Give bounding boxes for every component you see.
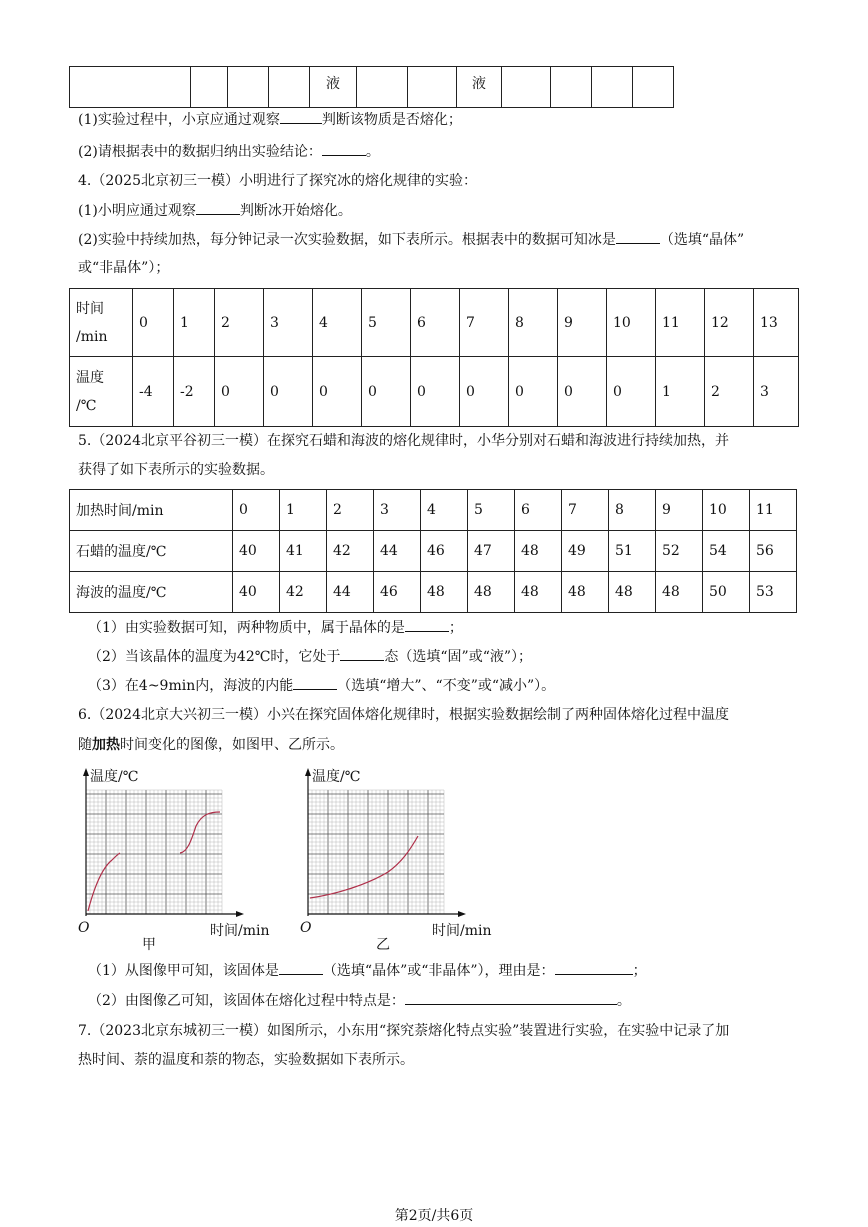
- time-cell: 7: [562, 490, 609, 531]
- time-cell: 1: [280, 490, 327, 531]
- time-cell: 8: [509, 289, 558, 357]
- row-label: 海波的温度/℃: [70, 572, 233, 613]
- q6-sub1-text: （1）从图像甲可知，该固体是: [88, 963, 279, 979]
- hypo-temp-cell: 48: [515, 572, 562, 613]
- time-cell: 5: [362, 289, 411, 357]
- wax-temp-cell: 52: [656, 531, 703, 572]
- ice-melting-table: [69, 288, 799, 427]
- q6-sub1-text-end: ；: [632, 963, 647, 979]
- wax-temp-cell: 54: [703, 531, 750, 572]
- graph-a-caption: 甲: [142, 937, 156, 953]
- hypo-temp-cell: 44: [327, 572, 374, 613]
- temp-cell: 0: [215, 357, 264, 427]
- answer-blank: [405, 619, 449, 632]
- hypo-temp-cell: 48: [468, 572, 515, 613]
- time-cell: 3: [374, 490, 421, 531]
- time-cell: 9: [558, 289, 607, 357]
- wax-temp-cell: 51: [609, 531, 656, 572]
- time-cell: 3: [264, 289, 313, 357]
- q5-sub3-text-end: （选填“增大”、“不变”或“减小”）。: [337, 678, 556, 694]
- time-cell: 0: [233, 490, 280, 531]
- time-cell: 2: [327, 490, 374, 531]
- q6-line2: [78, 736, 344, 754]
- time-cell: 10: [607, 289, 656, 357]
- q6-sub2-text-end: 。: [616, 993, 631, 1009]
- q6-line2-text-end: 时间变化的图像，如图甲、乙所示。: [120, 737, 344, 753]
- answer-blank: [293, 677, 337, 690]
- q5-sub1: [88, 619, 463, 637]
- temp-header-cell: [70, 357, 133, 427]
- q3-sub1-text: (1)实验过程中，小京应通过观察: [78, 112, 280, 128]
- table-row: [70, 357, 799, 427]
- temp-cell: -2: [174, 357, 215, 427]
- top-table-cell: [592, 67, 633, 108]
- page-footer: 第2页/共6页: [394, 1208, 474, 1224]
- graph-b: [298, 768, 468, 926]
- q6-sub1-text-mid: （选填“晶体”或“非晶体”），理由是：: [322, 963, 555, 979]
- hypo-temp-cell: 48: [421, 572, 468, 613]
- top-table-cell: [70, 67, 191, 108]
- graph-b-y-label: 温度/℃: [312, 769, 361, 785]
- top-table-cell: [551, 67, 592, 108]
- q3-sub2: [78, 143, 380, 161]
- wax-temp-cell: 40: [233, 531, 280, 572]
- time-cell: 1: [174, 289, 215, 357]
- answer-blank: [405, 992, 617, 1005]
- row-label: 石蜡的温度/℃: [70, 531, 233, 572]
- top-table-cell: [191, 67, 228, 108]
- temp-unit: /℃: [76, 397, 97, 414]
- temp-cell: 0: [558, 357, 607, 427]
- wax-temp-cell: 46: [421, 531, 468, 572]
- q4-sub2-text-end: （选填“晶体”: [659, 232, 745, 248]
- time-cell: 12: [705, 289, 754, 357]
- hypo-temp-cell: 48: [562, 572, 609, 613]
- graph-a-y-arrow: [83, 768, 89, 776]
- wax-temp-cell: 41: [280, 531, 327, 572]
- graph-a-origin: O: [78, 920, 90, 936]
- q5-line1: 5.（2024北京平谷初三一模）在探究石蜡和海波的熔化规律时，小华分别对石蜡和海波进行持续加热，并: [78, 433, 729, 449]
- time-header-cell: [70, 289, 133, 357]
- q6-sub2-text: （2）由图像乙可知，该固体在熔化过程中特点是：: [88, 993, 405, 1009]
- table-row: [70, 531, 797, 572]
- time-cell: 2: [215, 289, 264, 357]
- q7-line1: 7.（2023北京东城初三一模）如图所示，小东用“探究萘熔化特点实验”装置进行实验，在实验中记录了加: [78, 1023, 730, 1039]
- q4-sub2-text: (2)实验中持续加热，每分钟记录一次实验数据，如下表所示。根据表中的数据可知冰是: [78, 232, 616, 248]
- time-cell: 13: [754, 289, 799, 357]
- q3-sub1: [78, 111, 462, 129]
- graph-b-y-arrow: [305, 768, 311, 776]
- wax-temp-cell: 48: [515, 531, 562, 572]
- graph-a-y-label: 温度/℃: [90, 769, 139, 785]
- q5-sub1-text: （1）由实验数据可知，两种物质中，属于晶体的是: [88, 620, 405, 636]
- q4-sub1-text-end: 判断冰开始熔化。: [239, 203, 352, 219]
- time-cell: 10: [703, 490, 750, 531]
- time-unit: /min: [76, 328, 108, 345]
- q3-sub2-text-end: 。: [365, 144, 380, 160]
- answer-blank: [322, 143, 366, 156]
- q5-sub3-text: （3）在4~9min内，海波的内能: [88, 678, 294, 694]
- wax-hypo-table: [69, 489, 797, 613]
- time-cell: 6: [515, 490, 562, 531]
- hypo-temp-cell: 50: [703, 572, 750, 613]
- answer-blank: [279, 962, 323, 975]
- top-table: [69, 66, 674, 108]
- temp-cell: 0: [607, 357, 656, 427]
- q5-line2: 获得了如下表所示的实验数据。: [78, 462, 274, 478]
- answer-blank: [555, 962, 633, 975]
- time-cell: 8: [609, 490, 656, 531]
- graph-b-x-arrow: [458, 911, 466, 917]
- q7-line2: 热时间、萘的温度和萘的物态，实验数据如下表所示。: [78, 1052, 414, 1068]
- row-label: 加热时间/min: [70, 490, 233, 531]
- temp-cell: 0: [362, 357, 411, 427]
- time-cell: 11: [750, 490, 797, 531]
- top-table-cell: 液: [310, 67, 357, 108]
- temp-cell: -4: [133, 357, 174, 427]
- time-cell: 5: [468, 490, 515, 531]
- q4-sub2-line1: [78, 231, 744, 249]
- time-cell: 0: [133, 289, 174, 357]
- top-table-cell: [502, 67, 551, 108]
- graph-b-x-label: 时间/min: [432, 923, 492, 939]
- temp-cell: 2: [705, 357, 754, 427]
- graph-b-origin: O: [300, 920, 312, 936]
- q6-line2-bold: 加热: [92, 737, 120, 753]
- top-table-cell: [228, 67, 269, 108]
- q3-sub2-text: (2)请根据表中的数据归纳出实验结论：: [78, 144, 322, 160]
- q4-sub1: [78, 202, 352, 220]
- table-row: [70, 289, 799, 357]
- graph-a: [76, 768, 246, 926]
- time-cell: 11: [656, 289, 705, 357]
- wax-temp-cell: 49: [562, 531, 609, 572]
- hypo-temp-cell: 53: [750, 572, 797, 613]
- answer-blank: [340, 648, 384, 661]
- time-cell: 4: [421, 490, 468, 531]
- graph-b-caption: 乙: [376, 937, 390, 953]
- temp-cell: 0: [313, 357, 362, 427]
- answer-blank: [616, 231, 660, 244]
- wax-temp-cell: 44: [374, 531, 421, 572]
- graph-a-x-arrow: [236, 911, 244, 917]
- time-cell: 9: [656, 490, 703, 531]
- q5-sub2-text-end: 态（选填“固”或“液”）；: [384, 649, 533, 665]
- q4-sub2-line2: 或“非晶体”）；: [78, 260, 170, 276]
- temp-cell: 0: [460, 357, 509, 427]
- time-cell: 6: [411, 289, 460, 357]
- temp-cell: 3: [754, 357, 799, 427]
- q5-sub3: [88, 677, 555, 695]
- top-table-cell: [357, 67, 408, 108]
- q5-sub2-text: （2）当该晶体的温度为42℃时，它处于: [88, 649, 341, 665]
- temp-cell: 0: [264, 357, 313, 427]
- hypo-temp-cell: 48: [609, 572, 656, 613]
- q6-line1: 6.（2024北京大兴初三一模）小兴在探究固体熔化规律时，根据实验数据绘制了两种固体熔化过程中温度: [78, 707, 729, 723]
- wax-temp-cell: 47: [468, 531, 515, 572]
- q5-sub2: [88, 648, 532, 666]
- graph-a-x-label: 时间/min: [210, 923, 270, 939]
- top-table-cell: [408, 67, 457, 108]
- q4-sub1-text: (1)小明应通过观察: [78, 203, 196, 219]
- hypo-temp-cell: 40: [233, 572, 280, 613]
- q5-sub1-text-end: ；: [448, 620, 463, 636]
- wax-temp-cell: 56: [750, 531, 797, 572]
- graph-b-grid: [308, 790, 444, 914]
- q4-title: 4.（2025北京初三一模）小明进行了探究冰的熔化规律的实验：: [78, 173, 477, 189]
- hypo-temp-cell: 42: [280, 572, 327, 613]
- q6-line2-text: 随: [78, 737, 92, 753]
- q3-sub1-text-end: 判断该物质是否熔化；: [321, 112, 462, 128]
- graph-a-grid: [86, 790, 222, 914]
- q6-sub1: [88, 962, 647, 980]
- top-table-cell: [269, 67, 310, 108]
- temp-cell: 1: [656, 357, 705, 427]
- answer-blank: [196, 202, 240, 215]
- time-cell: 7: [460, 289, 509, 357]
- temp-cell: 0: [411, 357, 460, 427]
- time-cell: 4: [313, 289, 362, 357]
- hypo-temp-cell: 48: [656, 572, 703, 613]
- hypo-temp-cell: 46: [374, 572, 421, 613]
- temp-cell: 0: [509, 357, 558, 427]
- top-table-cell: [633, 67, 674, 108]
- q6-sub2: [88, 992, 631, 1010]
- wax-temp-cell: 42: [327, 531, 374, 572]
- time-label: 时间: [76, 300, 104, 317]
- table-row: [70, 572, 797, 613]
- table-row: [70, 490, 797, 531]
- top-table-cell: 液: [457, 67, 502, 108]
- temp-label: 温度: [76, 369, 104, 386]
- answer-blank: [280, 111, 322, 124]
